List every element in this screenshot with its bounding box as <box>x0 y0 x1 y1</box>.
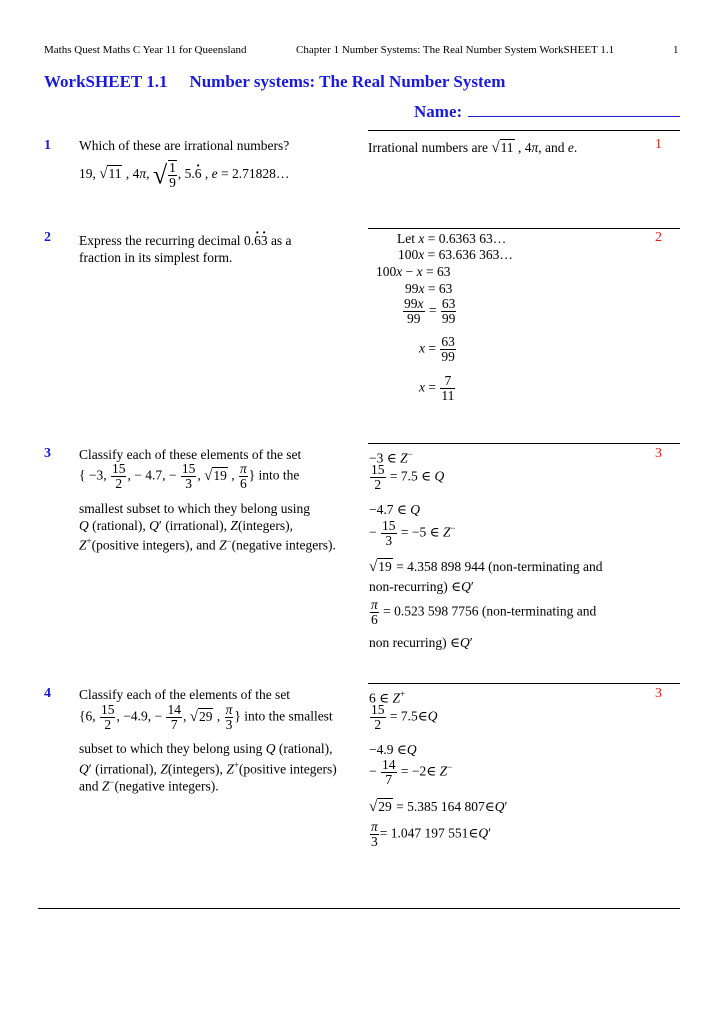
q2-line1: Let x = 0.6363 63… <box>397 231 507 246</box>
q4-line4: Q′ (irrational), Z(integers), Z+(positive integers) <box>79 760 337 777</box>
q4-ans2: $\frac{15}{2}$ = 7.5∈Q <box>371 702 438 732</box>
q2-line7: x = $\frac{7}{11}$ <box>419 373 455 403</box>
q1-numbers: 19, √11 , 4π, √ $\frac{1}{9}$ , 5.6 · , e = 2.71828… <box>79 160 289 190</box>
q3-number: 3 <box>44 446 51 461</box>
q2-marks: 2 <box>655 230 662 245</box>
q4-ans6: $\frac{\pi}{3}$ = 1.047 197 551∈Q′ <box>371 819 492 849</box>
header-left: Maths Quest Maths C Year 11 for Queensland <box>44 44 247 56</box>
q3-line5: Z+(positive integers), and Z−(negative integers). <box>79 536 336 553</box>
q4-ans1: 6 ∈ Z+ <box>369 689 406 706</box>
q3-ans5b: non-recurring) ∈Q′ <box>369 579 474 594</box>
name-label: Name: <box>414 102 463 121</box>
name-line <box>468 100 680 117</box>
q2-number: 2 <box>44 230 51 245</box>
q1-question: Which of these are irrational numbers? <box>79 138 290 153</box>
q2-question-line2: fraction in its simplest form. <box>79 250 233 265</box>
q4-line3: subset to which they belong using Q (rational), <box>79 741 333 756</box>
q3-ans4: − $\frac{15}{3}$ = −5 ∈ Z− <box>369 518 456 548</box>
q1-number: 1 <box>44 138 51 153</box>
q3-line2: { −3, $\frac{15}{2}$ , − 4.7, − $\frac{15}{3}$ , √19 , $\frac{\pi}{6}$ } into the <box>79 461 300 491</box>
q1-answer-suffix: , and <box>538 140 565 155</box>
q4-marks: 3 <box>655 686 662 701</box>
q3-ans2: $\frac{15}{2}$ = 7.5 ∈ Q <box>371 462 445 492</box>
q3-ans6b: non recurring) ∈Q′ <box>369 635 473 650</box>
q4-rule <box>368 683 680 684</box>
q4-ans4: − $\frac{14}{7}$ = −2∈ Z− <box>369 757 453 787</box>
q2-q-text-end: as a <box>270 233 292 248</box>
worksheet-title <box>44 72 505 92</box>
q3-marks: 3 <box>655 446 662 461</box>
q1-answer-prefix: Irrational numbers are <box>368 140 488 155</box>
q2-q-text: Express the recurring decimal <box>79 233 241 248</box>
q3-line3: smallest subset to which they belong using <box>79 501 310 516</box>
q1-rule <box>368 130 680 131</box>
name-field <box>414 100 680 122</box>
q3-rule <box>368 443 680 444</box>
q4-number: 4 <box>44 686 51 701</box>
q3-ans1: −3 ∈ Z− <box>369 449 413 466</box>
q2-rule <box>368 228 680 229</box>
q3-line4: Q (rational), Q′ (irrational), Z(integers), <box>79 518 294 533</box>
q2-line4: 99x = 63 <box>405 281 453 296</box>
title-part2: Number systems: The Real Number System <box>189 72 506 91</box>
header-center: Chapter 1 Number Systems: The Real Number System WorkSHEET 1.1 <box>296 44 615 56</box>
q2-line3: 100x − x = 63 <box>376 264 451 279</box>
q3-ans5: √19 = 4.358 898 944 (non-terminating and <box>369 559 603 575</box>
q3-ans6: $\frac{\pi}{6}$ = 0.523 598 7756 (non-terminating and <box>371 597 597 627</box>
q3-line1: Classify each of these elements of the set <box>79 447 302 462</box>
q4-ans3: −4.9 ∈Q <box>369 742 417 757</box>
q2-line5: $\frac{99x}{99}$ = $\frac{63}{99}$ <box>404 296 456 326</box>
title-part1: WorkSHEET 1.1 <box>44 72 168 91</box>
q2-line2: 100x = 63.636 363… <box>398 247 513 262</box>
q4-line1: Classify each of the elements of the set <box>79 687 291 702</box>
q2-line6: x = $\frac{63}{99}$ <box>419 334 455 364</box>
q4-ans5: √29 = 5.385 164 807∈Q′ <box>369 799 508 815</box>
q1-marks: 1 <box>655 137 662 152</box>
q4-line5: and Z−(negative integers). <box>79 777 219 794</box>
q4-line2: {6, $\frac{15}{2}$ , −4.9, − $\frac{14}{7}$ , √29 , $\frac{\pi}{3}$ } into the smallest <box>79 702 333 732</box>
q3-ans3: −4.7 ∈ Q <box>369 502 420 517</box>
header-page-number: 1 <box>673 44 679 56</box>
bottom-rule <box>38 908 680 909</box>
q1-answer: Irrational numbers are √11 , 4π, and e. <box>368 140 578 156</box>
q2-question-line1: Express the recurring decimal 0.6 ·3 · as a <box>79 232 292 249</box>
